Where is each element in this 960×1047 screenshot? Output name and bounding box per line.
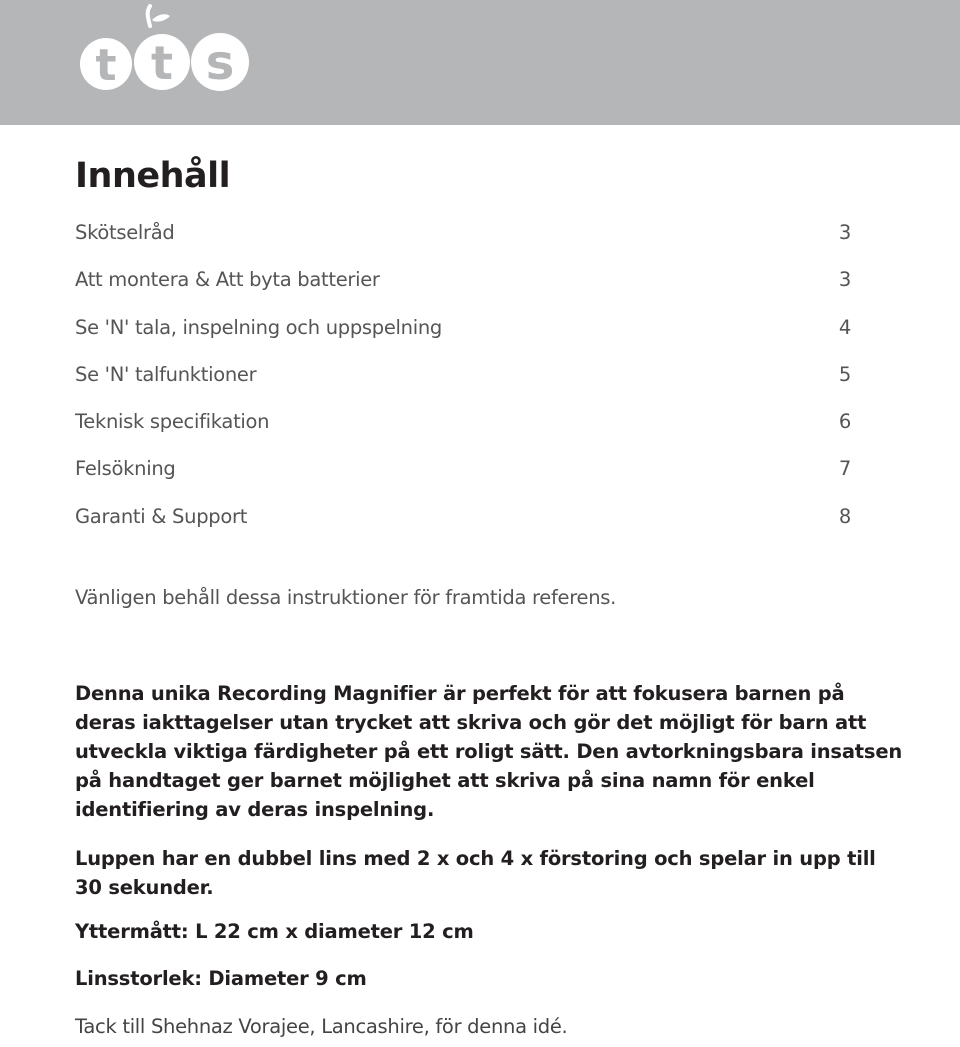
svg-text:s: s — [205, 35, 235, 91]
toc-item-label: Skötselråd — [75, 221, 175, 244]
toc-item — [75, 218, 851, 265]
toc-item-page: 5 — [838, 362, 851, 386]
toc-item-label: Garanti & Support — [75, 504, 248, 528]
credit-line: Tack till Shehnaz Vorajee, Lancashire, för denna idé. — [75, 1015, 568, 1038]
toc-item-page: 4 — [838, 315, 851, 339]
toc-item-page: 3 — [838, 268, 851, 292]
page-title: Innehåll — [75, 156, 231, 196]
toc-item-page: 7 — [838, 457, 851, 481]
toc-item-page: 8 — [838, 504, 851, 528]
toc-item-label: Se 'N' tala, inspelning och uppspelning — [75, 315, 442, 339]
toc-item-label: Felsökning — [75, 457, 176, 481]
dimensions-spec: Yttermått: L 22 cm x diameter 12 cm — [75, 920, 474, 943]
tts-logo — [80, 4, 255, 98]
keep-instructions-note: Vänligen behåll dessa instruktioner för framtida referens. — [75, 586, 617, 609]
toc-item-page: 3 — [838, 221, 851, 244]
toc-item-label: Att montera & Att byta batterier — [75, 268, 380, 292]
toc-item-page: 6 — [838, 410, 851, 434]
table-of-contents — [75, 218, 851, 549]
toc-item — [75, 407, 851, 454]
page-header — [0, 0, 960, 125]
toc-item-label: Se 'N' talfunktioner — [75, 362, 257, 386]
svg-text:t: t — [151, 36, 173, 90]
tts-logo-icon — [80, 4, 255, 94]
product-description: Denna unika Recording Magnifier är perfekt för att fokusera barnen på deras iakttagelser utan trycket att skriva och gör det möjligt för barn att utveckla viktiga färdigheter på ett roligt sätt. Den avtorkningsbara insatsen på handtaget ger barnet möjlighet att skriva på sina namn för enkel identifiering av deras inspelning. — [75, 682, 903, 821]
toc-item — [75, 313, 851, 360]
toc-item — [75, 502, 851, 549]
toc-item — [75, 360, 851, 407]
toc-item-label: Teknisk specifikation — [75, 410, 270, 434]
toc-item — [75, 265, 851, 312]
svg-text:t: t — [95, 40, 117, 91]
toc-item — [75, 454, 851, 501]
lens-size-spec: Linsstorlek: Diameter 9 cm — [75, 967, 367, 990]
lens-info: Luppen har en dubbel lins med 2 x och 4 x förstoring och spelar in upp till 30 sekunder. — [75, 847, 876, 899]
